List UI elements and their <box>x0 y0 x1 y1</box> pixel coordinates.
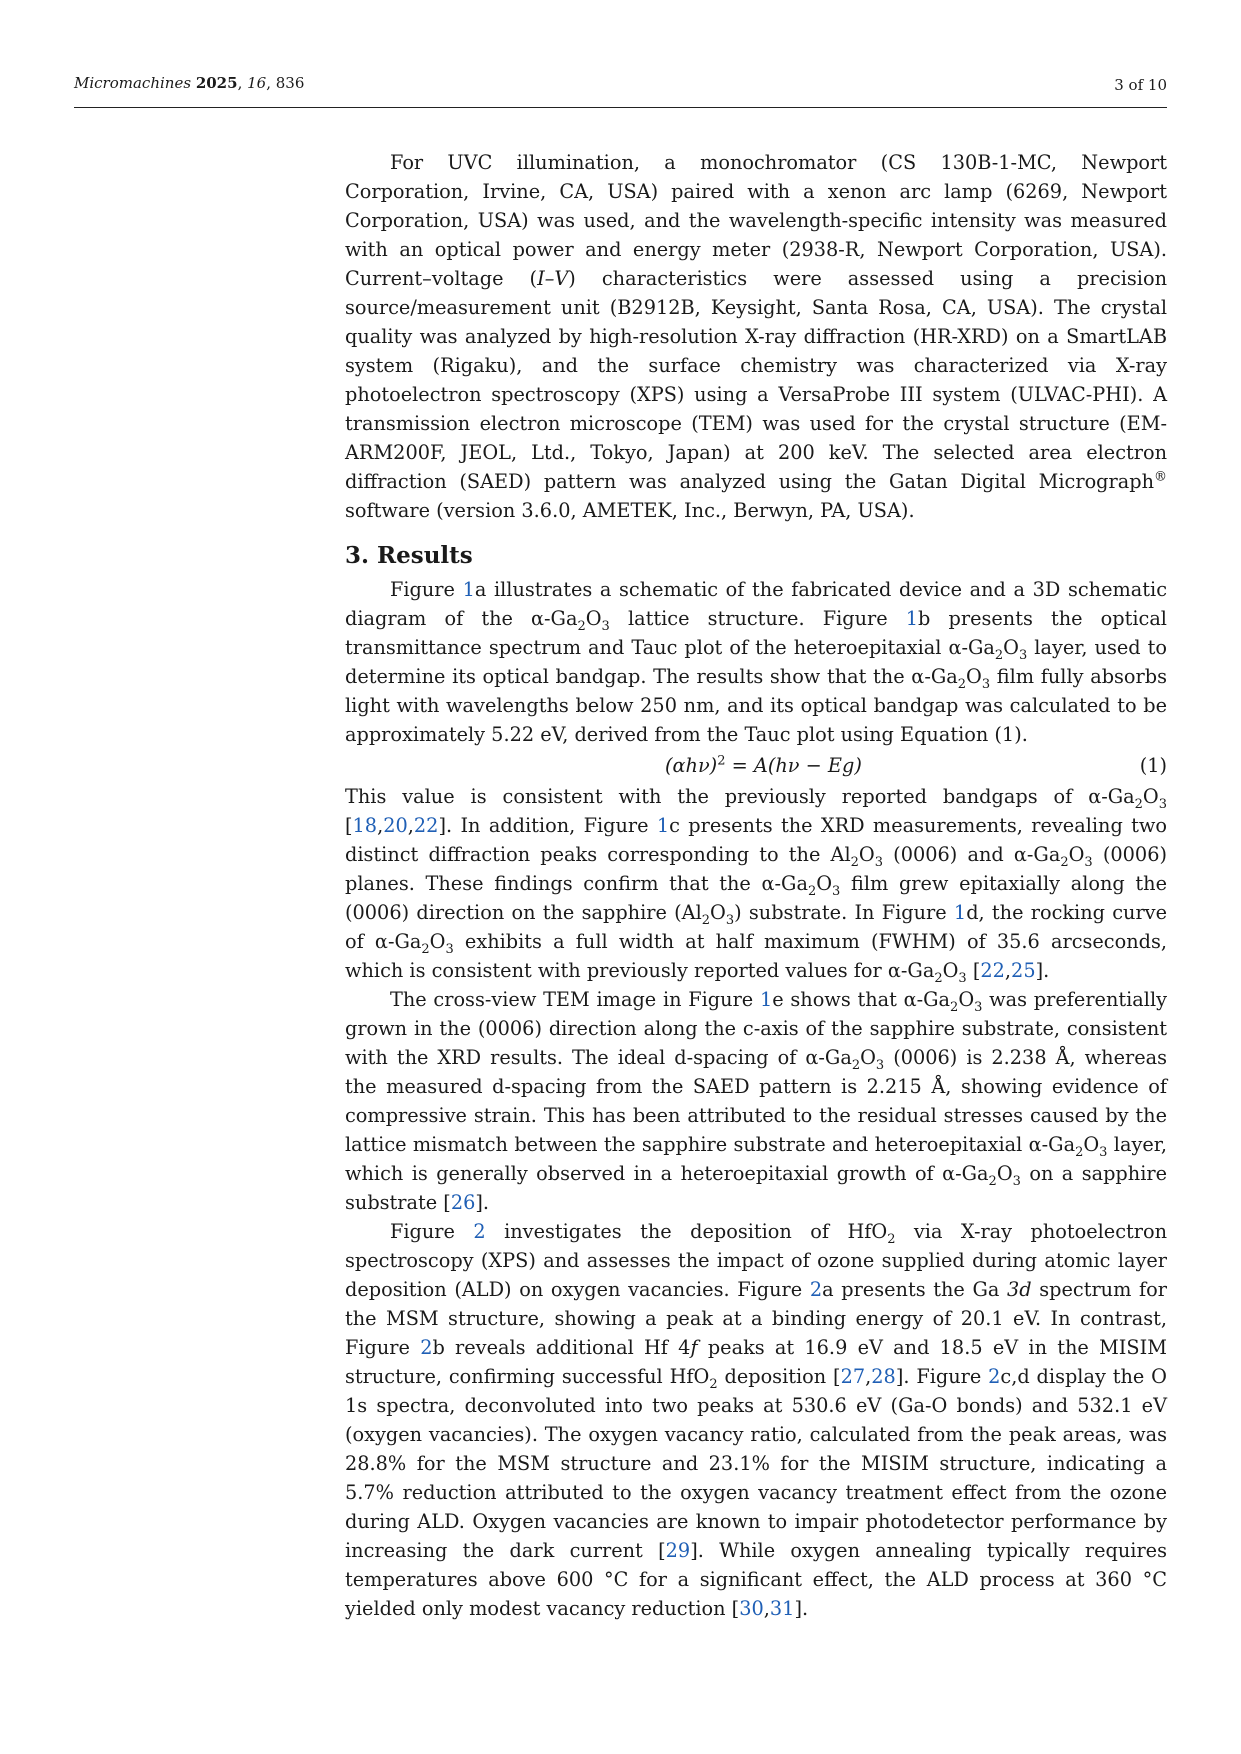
paragraph-results-2: This value is consistent with the previously reported bandgaps of $\alpha-Ga_2O_3$ [18,20,22]. In addition, Figure 1c presents the XRD measurements, revealing two distinct diffraction peaks corresponding to the $Al_2O_3$ (0006) and $\alpha-Ga_2O_3$ (0006) planes. These findings confirm that the $\alpha-Ga_2O_3$ film grew epitaxially along the (0006) direction on the sapphire $(Al_2O_3)$ substrate. In Figure 1d, the rocking curve of $\alpha-Ga_2O_3$ exhibits a full width at half maximum (FWHM) of 35.6 arcseconds, which is consistent with previously reported values for $\alpha-Ga_2O_3$ [22,25]. <box>345 785 1167 986</box>
citation-link[interactable]: 18 <box>352 814 378 837</box>
page-header <box>74 70 1167 100</box>
paragraph-results-1: Figure 1a illustrates a schematic of the fabricated device and a 3D schematic diagram of the $\alpha-Ga_2O_3$ lattice structure. Figure 1b presents the optical transmittance spectrum and Tauc plot of the heteroepitaxial $\alpha-Ga_2O_3$ layer, used to determine its optical bandgap. The results show that the $\alpha-Ga_2O_3$ film fully absorbs light with wavelengths below 250 nm, and its optical bandgap was calculated to be approximately 5.22 eV, derived from the Tauc plot using Equation (1). <box>345 578 1167 746</box>
figure-link[interactable]: 2 <box>473 1220 486 1243</box>
equation-1 <box>345 749 1167 782</box>
figure-link[interactable]: 1 <box>656 814 670 837</box>
figure-link[interactable]: 1 <box>759 988 773 1011</box>
section-heading: 3. Results <box>345 542 473 569</box>
header-rule <box>74 107 1167 108</box>
equation-formula: $(\alpha h\nu)^2 = A(h\nu - Eg)$ <box>665 753 862 777</box>
figure-link[interactable]: 1 <box>905 607 919 630</box>
figure-link[interactable]: 1 <box>953 901 967 924</box>
figure-link[interactable]: 2 <box>420 1336 433 1359</box>
equation-number: (1) <box>1139 754 1167 777</box>
citation-link[interactable]: 29 <box>665 1539 691 1562</box>
figure-link[interactable]: 2 <box>988 1365 1001 1388</box>
paragraph-methods: For UVC illumination, a monochromator (CS 130B-1-MC, Newport Corporation, Irvine, CA, USA) paired with a xenon arc lamp (6269, Newport Corporation, USA) was used, and the wavelength-specific intensity was measured with an optical power and energy meter (2938-R, Newport Corporation, USA). Current–voltage (I–V) characteristics were assessed using a precision source/measurement unit (B2912B, Keysight, Santa Rosa, CA, USA). The crystal quality was analyzed by high-resolution X-ray diffraction (HR-XRD) on a SmartLAB system (Rigaku), and the surface chemistry was characterized via X-ray photoelectron spectroscopy (XPS) using a VersaProbe III system (ULVAC-PHI). A transmission electron microscope (TEM) was used for the crystal structure (EM-ARM200F, JEOL, Ltd., Tokyo, Japan) at 200 keV. The selected area electron diffraction (SAED) pattern was analyzed using the Gatan Digital Micrograph® software (version 3.6.0, AMETEK, Inc., Berwyn, PA, USA). <box>345 151 1167 522</box>
figure-link[interactable]: 1 <box>462 578 475 601</box>
citation-link[interactable]: 30 <box>739 1597 764 1620</box>
citation-link[interactable]: 27 <box>840 1365 866 1388</box>
citation-link[interactable]: 28 <box>871 1365 896 1388</box>
citation-link[interactable]: 22 <box>980 959 1005 982</box>
main-content <box>345 148 1167 1623</box>
paragraph-results-4: Figure 2 investigates the deposition of HfO$_2$ via X-ray photoelectron spectroscopy (XPS) and assesses the impact of ozone supplied during atomic layer deposition (ALD) on oxygen vacancies. Figure 2a presents the Ga 3d spectrum for the MSM structure, showing a peak at a binding energy of 20.1 eV. In contrast, Figure 2b reveals additional Hf 4f peaks at 16.9 eV and 18.5 eV in the MISIM structure, confirming successful HfO$_2$ deposition [27,28]. Figure 2c,d display the O 1s spectra, deconvoluted into two peaks at 530.6 eV (Ga-O bonds) and 532.1 eV (oxygen vacancies). The oxygen vacancy ratio, calculated from the peak areas, was 28.8% for the MSM structure and 23.1% for the MISIM structure, indicating a 5.7% reduction attributed to the oxygen vacancy treatment effect from the ozone during ALD. Oxygen vacancies are known to impair photodetector performance by increasing the dark current [29]. While oxygen annealing typically requires temperatures above 600 °C for a significant effect, the ALD process at 360 °C yielded only modest vacancy reduction [30,31]. <box>345 1220 1167 1620</box>
figure-link[interactable]: 2 <box>809 1278 823 1301</box>
citation-link[interactable]: 26 <box>450 1191 476 1214</box>
journal-citation: Micromachines 2025, 16, 836 <box>74 74 305 92</box>
paragraph-results-3: The cross-view TEM image in Figure 1e shows that $\alpha-Ga_2O_3$ was preferentially grown in the (0006) direction along the c-axis of the sapphire substrate, consistent with the XRD results. The ideal d-spacing of $\alpha-Ga_2O_3$ (0006) is 2.238 Å, whereas the measured d-spacing from the SAED pattern is 2.215 Å, showing evidence of compressive strain. This has been attributed to the residual stresses caused by the lattice mismatch between the sapphire substrate and heteroepitaxial $\alpha-Ga_2O_3$ layer, which is generally observed in a heteroepitaxial growth of $\alpha-Ga_2O_3$ on a sapphire substrate [26]. <box>345 988 1168 1214</box>
page-number: 3 of 10 <box>1114 76 1167 94</box>
citation-link[interactable]: 20 <box>383 814 408 837</box>
citation-link[interactable]: 22 <box>413 814 439 837</box>
citation-link[interactable]: 31 <box>769 1597 795 1620</box>
citation-link[interactable]: 25 <box>1011 959 1036 982</box>
